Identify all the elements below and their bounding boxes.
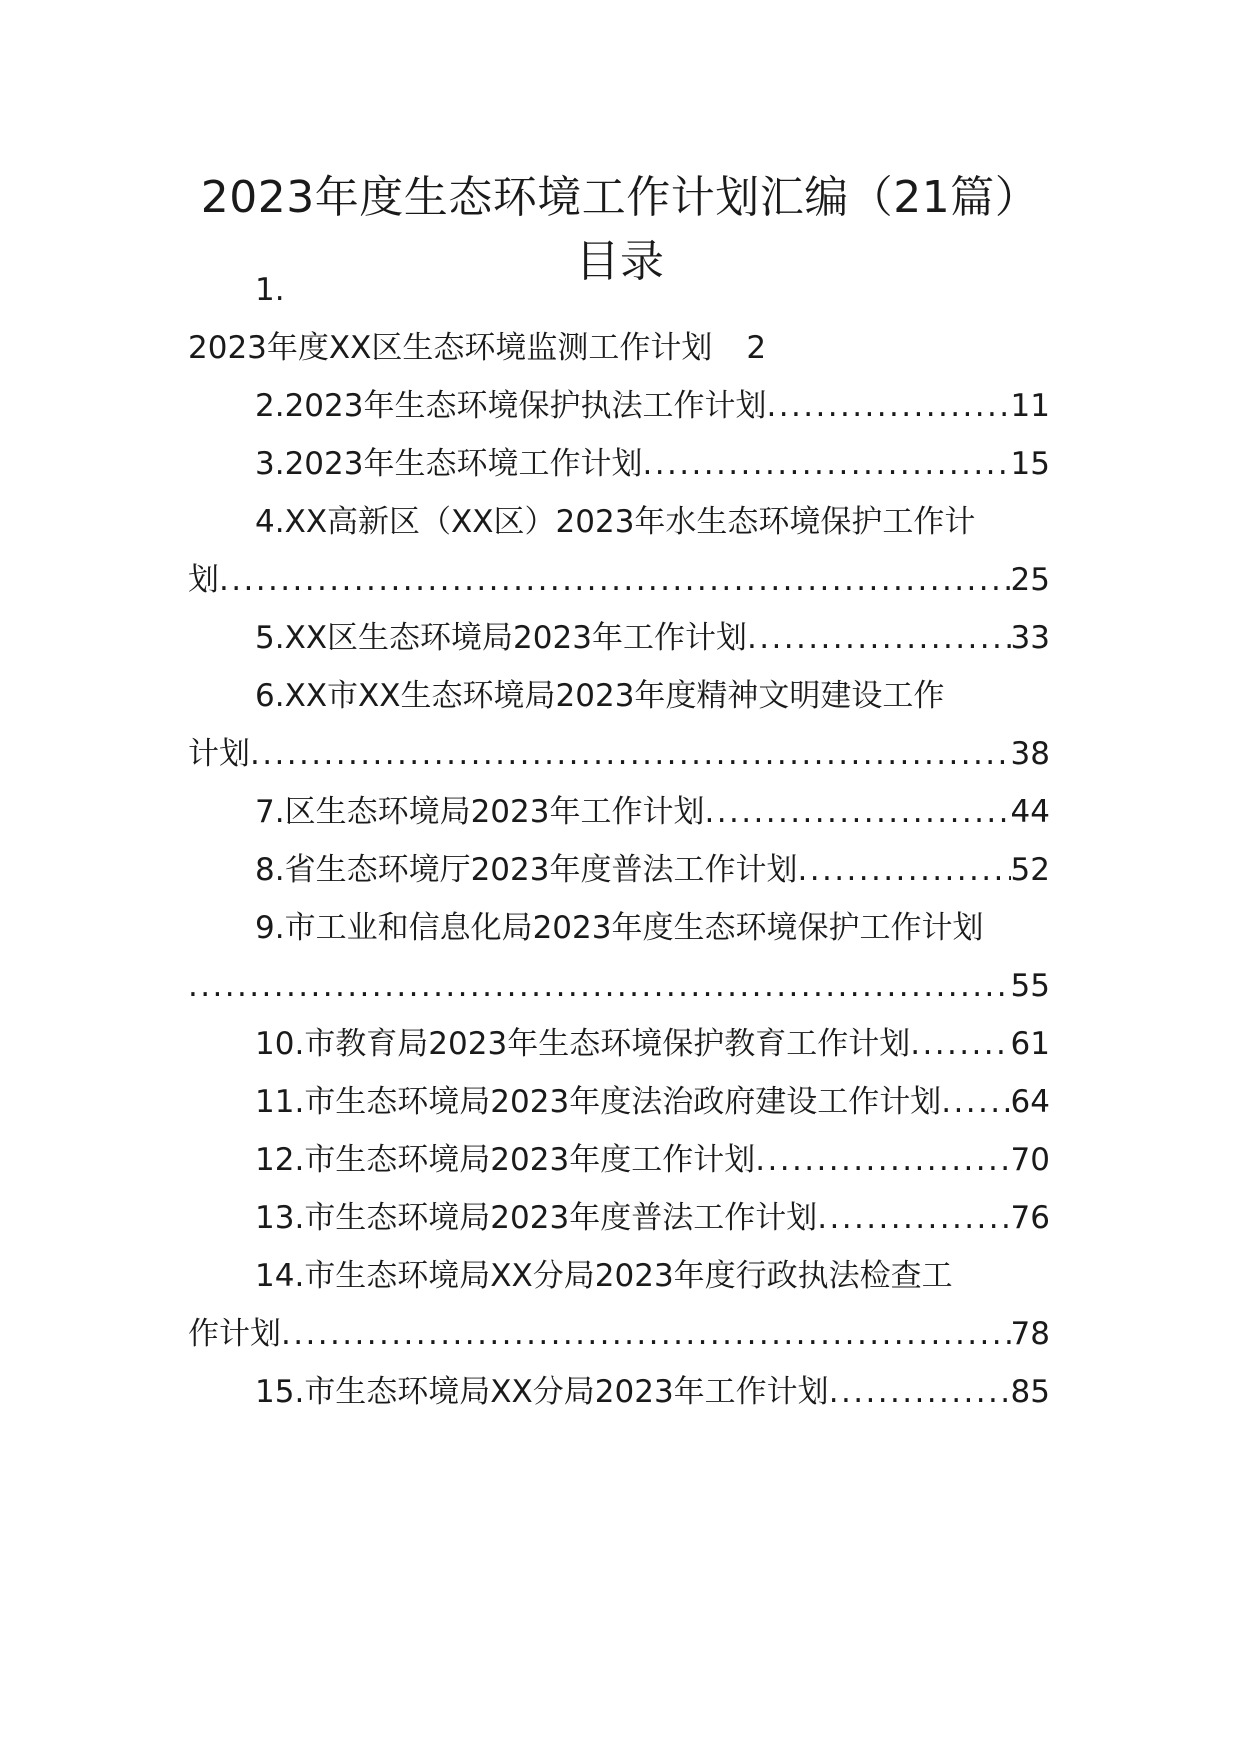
toc-entry-number: 1. <box>255 272 285 308</box>
toc-entry-15[interactable] <box>255 1370 1050 1414</box>
toc-entry-page: 55 <box>1010 968 1050 1004</box>
toc-entry-page: 76 <box>1010 1200 1050 1236</box>
toc-entry-title: 市生态环境局2023年度法治政府建设工作计划 <box>304 1084 942 1120</box>
toc-leader-dots <box>941 1080 1010 1124</box>
toc-entry-number: 2. <box>255 388 285 424</box>
toc-leader-dots <box>817 1196 1010 1240</box>
toc-entry-13[interactable] <box>255 1196 1050 1240</box>
toc-entry-number: 8. <box>255 852 285 888</box>
toc-entry-number: 3. <box>255 446 285 482</box>
toc-entry-6-line2[interactable] <box>188 732 1050 776</box>
toc-leader-dots <box>766 384 1010 428</box>
toc-leader-dots <box>755 1138 1010 1182</box>
toc-entry-12[interactable] <box>255 1138 1050 1182</box>
toc-entry-page: 44 <box>1010 794 1050 830</box>
toc-entry-page: 61 <box>1010 1026 1050 1062</box>
toc-entry-14-line2[interactable] <box>188 1312 1050 1356</box>
toc-entry-7[interactable] <box>255 790 1050 834</box>
toc-entry-title-continued: 划 <box>188 562 219 598</box>
toc-leader-dots <box>642 442 1010 486</box>
toc-entry-number: 11. <box>255 1084 305 1120</box>
toc-entry-4-line1[interactable] <box>255 500 1050 544</box>
toc-entry-number: 6. <box>255 678 285 714</box>
toc-entry-1-number[interactable] <box>255 268 1050 312</box>
toc-entry-4-line2[interactable] <box>188 558 1050 602</box>
toc-leader-dots <box>281 1312 1011 1356</box>
toc-leader-dots <box>188 964 1011 1008</box>
toc-leader-dots <box>797 848 1010 892</box>
toc-entry-title: XX高新区（XX区）2023年水生态环境保护工作计 <box>284 504 976 540</box>
toc-entry-page: 25 <box>1010 562 1050 598</box>
toc-entry-title: 市生态环境局2023年度普法工作计划 <box>304 1200 818 1236</box>
toc-entry-number: 5. <box>255 620 285 656</box>
toc-entry-title: 区生态环境局2023年工作计划 <box>284 794 705 830</box>
toc-entry-number: 12. <box>255 1142 305 1178</box>
toc-entry-title: 2023年生态环境保护执法工作计划 <box>284 388 767 424</box>
toc-entry-14-line1[interactable] <box>255 1254 1050 1298</box>
toc-entry-title: 省生态环境厅2023年度普法工作计划 <box>284 852 798 888</box>
toc-entry-8[interactable] <box>255 848 1050 892</box>
toc-entry-9-line1[interactable] <box>255 906 1050 950</box>
toc-entry-page: 64 <box>1010 1084 1050 1120</box>
toc-leader-dots <box>829 1370 1011 1414</box>
toc-entry-9-line2[interactable] <box>188 964 1050 1008</box>
toc-entry-5[interactable] <box>255 616 1050 660</box>
toc-entry-11[interactable] <box>255 1080 1050 1124</box>
toc-entry-6-line1[interactable] <box>255 674 1050 718</box>
toc-entry-page: 15 <box>1010 446 1050 482</box>
toc-entry-title: 市工业和信息化局2023年度生态环境保护工作计划 <box>284 910 984 946</box>
toc-entry-number: 7. <box>255 794 285 830</box>
toc-entry-page: 11 <box>1010 388 1050 424</box>
document-title: 2023年度生态环境工作计划汇编（21篇） <box>200 172 1040 223</box>
toc-entry-title-continued: 作计划 <box>188 1316 281 1352</box>
toc-heading: 目录 <box>575 236 665 287</box>
toc-entry-page: 2 <box>746 330 767 366</box>
toc-entry-number: 13. <box>255 1200 305 1236</box>
toc-leader-dots <box>910 1022 1010 1066</box>
toc-entry-1[interactable] <box>188 326 1050 370</box>
toc-entry-page: 38 <box>1010 736 1050 772</box>
toc-entry-number: 9. <box>255 910 285 946</box>
toc-entry-page: 78 <box>1010 1316 1050 1352</box>
toc-entry-title: 市生态环境局2023年度工作计划 <box>304 1142 756 1178</box>
toc-leader-dots <box>704 790 1010 834</box>
toc-entry-title-continued: 计划 <box>188 736 250 772</box>
toc-entry-number: 4. <box>255 504 285 540</box>
toc-entry-page: 52 <box>1010 852 1050 888</box>
toc-entry-number: 10. <box>255 1026 305 1062</box>
toc-leader-dots <box>250 732 1011 776</box>
toc-entry-title: XX市XX生态环境局2023年度精神文明建设工作 <box>284 678 945 714</box>
toc-entry-title: 2023年度XX区生态环境监测工作计划 <box>188 330 713 366</box>
toc-entry-title: 市生态环境局XX分局2023年度行政执法检查工 <box>304 1258 953 1294</box>
toc-entry-10[interactable] <box>255 1022 1050 1066</box>
toc-entry-title: 市教育局2023年生态环境保护教育工作计划 <box>304 1026 911 1062</box>
toc-entry-title: 市生态环境局XX分局2023年工作计划 <box>304 1374 829 1410</box>
toc-entry-number: 14. <box>255 1258 305 1294</box>
toc-entry-page: 33 <box>1010 620 1050 656</box>
toc-entry-page: 70 <box>1010 1142 1050 1178</box>
toc-entry-title: 2023年生态环境工作计划 <box>284 446 643 482</box>
toc-entry-3[interactable] <box>255 442 1050 486</box>
toc-entry-title: XX区生态环境局2023年工作计划 <box>284 620 747 656</box>
toc-entry-page: 85 <box>1010 1374 1050 1410</box>
toc-entry-2[interactable] <box>255 384 1050 428</box>
toc-leader-dots <box>219 558 1011 602</box>
toc-entry-number: 15. <box>255 1374 305 1410</box>
toc-leader-dots <box>747 616 1011 660</box>
